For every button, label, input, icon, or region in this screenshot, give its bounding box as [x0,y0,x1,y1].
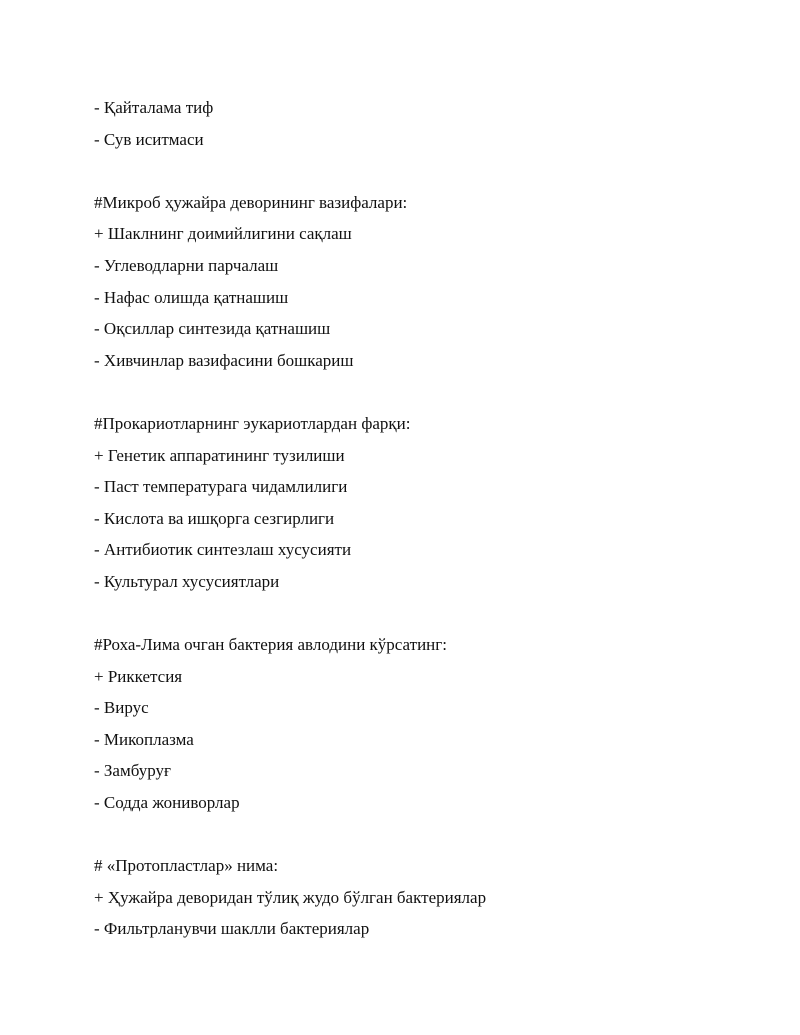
blank-line [94,155,754,187]
answer-option: - Антибиотик синтезлаш хусусияти [94,540,352,560]
question-heading: #Микроб ҳужайра деворининг вазифалари: [94,192,408,212]
correct-answer: + Шаклнинг доимийлигини сақлаш [94,224,352,244]
answer-option: - Замбуруғ [94,761,171,781]
answer-option: - Қайталама тиф [94,98,214,117]
answer-option: - Паст температурага чидамлилиги [94,477,348,497]
answer-option: - Содда жониворлар [94,793,240,813]
answer-option: - Микоплазма [94,729,194,749]
question-heading: #Прокариотларнинг эукариотлардан фарқи: [94,413,411,433]
question-heading: #Роха-Лима очган бактерия авлодини кўрсатинг: [94,635,447,655]
correct-answer: + Генетик аппаратининг тузилиши [94,445,345,465]
answer-option: - Хивчинлар вазифасини бошкариш [94,350,354,370]
answer-option: - Кислота ва ишқорга сезгирлиги [94,508,335,528]
question-heading: # «Протопластлар» нима: [94,856,279,876]
answer-option: - Культурал хусусиятлари [94,571,280,591]
correct-answer: + Риккетсия [94,666,183,686]
blank-line [94,376,754,408]
answer-option: - Сув иситмаси [94,129,204,149]
correct-answer: + Ҳужайра деворидан тўлиқ жудо бўлган бактериялар [94,887,487,907]
answer-option: - Углеводларни парчалаш [94,255,279,275]
answer-option: - Вирус [94,698,149,718]
answer-option: - Фильтрланувчи шаклли бактериялар [94,919,370,939]
answer-option: - Оқсиллар синтезида қатнашиш [94,319,331,339]
blank-line [94,598,754,630]
document-body [94,92,754,945]
blank-line [94,819,754,851]
answer-option: - Нафас олишда қатнашиш [94,287,289,307]
